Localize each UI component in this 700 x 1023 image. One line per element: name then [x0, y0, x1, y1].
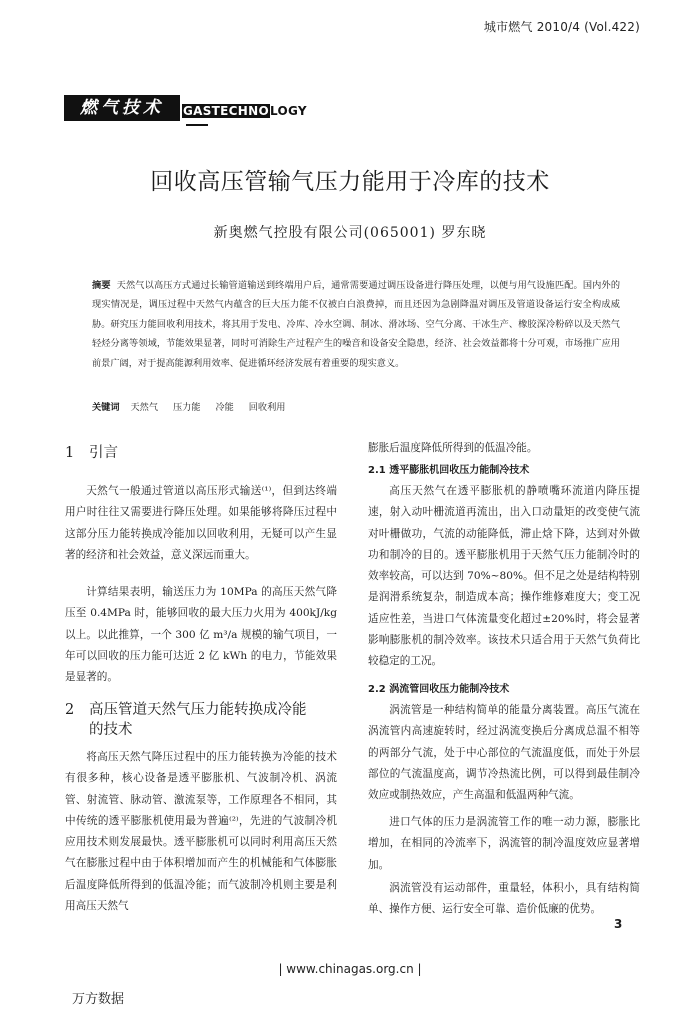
footer-url: | www.chinagas.org.cn |	[278, 962, 422, 976]
subsection-2-2-paragraph-3: 涡流管没有运动部件，重量轻，体积小，具有结构简单、操作方便、运行安全可靠、造价低廉的优势。	[368, 882, 640, 916]
logo-english-rest: LOGY	[269, 104, 307, 118]
section-2-continuation: 膨胀后温度降低所得到的低温冷能。	[368, 442, 538, 454]
subsection-2-1-heading: 2.1 透平膨胀机回收压力能制冷技术	[368, 465, 530, 476]
keywords-label: 关键词	[92, 402, 120, 413]
abstract-label: 摘要	[92, 280, 111, 291]
logo-english-highlight: GASTECHNO	[183, 104, 269, 118]
column-logo-english	[182, 104, 307, 118]
subsection-2-1-paragraph: 高压天然气在透平膨胀机的静喷嘴环流道内降压提速，射入动叶栅流道再流出，出入口动量矩的改变使气流对叶栅做功，气流的动能降低，滞止焓下降，达到对外做功和制冷的目的。透平膨胀机用于天然气压力能制冷时的效率较高，可以达到 70%~80%。但不足之处是结构特别是润滑系统复杂，制造成本高；操作维修难度大；变工况适应性差，当进口气体流量变化超过±20%时，将会显著影响膨胀机的制冷效率。该技术只适合用于天然气负荷比较稳定的工况。	[368, 485, 640, 668]
section-1-paragraph-2: 计算结果表明，输送压力为 10MPa 的高压天然气降压至 0.4MPa 时，能够回收的最大压力火用为 400kJ/kg 以上。以此推算，一个 300 亿 m³/a 规模的输气项目，一年可以回收的压力能可达近 2 亿 kWh 的电力，节能效果是显著的。	[65, 586, 337, 684]
logo-underline	[186, 124, 208, 126]
subsection-2-2-paragraph-2: 进口气体的压力是涡流管工作的唯一动力源，膨胀比增加，在相同的冷流率下，涡流管的制冷温度效应显著增加。	[368, 816, 640, 871]
journal-header: 城市燃气 2010/4 (Vol.422)	[483, 20, 640, 34]
section-1-heading: 1 引言	[65, 445, 118, 461]
subsection-2-2-paragraph-1: 涡流管是一种结构简单的能量分离装置。高压气流在涡流管内高速旋转时，经过涡流变换后分离成总温不相等的两部分气流，处于中心部位的气流温度低，而处于外层部位的气流温度高，调节冷热流比例，可以得到最佳制冷效应或制热效应，产生高温和低温两种气流。	[368, 704, 640, 802]
keyword: 回收利用	[248, 402, 286, 413]
abstract	[92, 276, 620, 373]
database-watermark: 万方数据	[72, 992, 125, 1007]
page-number: 3	[614, 917, 623, 931]
subsection-2-2-heading: 2.2 涡流管回收压力能制冷技术	[368, 684, 510, 695]
section-2-heading: 2 高压管道天然气压力能转换成冷能 的技术	[65, 702, 307, 738]
keyword: 天然气	[130, 402, 159, 413]
keyword: 冷能	[215, 402, 234, 413]
article-title: 回收高压管输气压力能用于冷库的技术	[150, 169, 550, 195]
abstract-text: 天然气以高压方式通过长输管道输送到终端用户后，通常需要通过调压设备进行降压处理，以便与用气设施匹配。国内外的现实情况是，调压过程中天然气内蕴含的巨大压力能不仅被白白浪费掉，而且还因为急剧降温对调压及管道设备运行安全构成威胁。研究压力能回收利用技术，将其用于发电、冷库、冷水空调、制冰、滑冰场、空气分离、干冰生产、橡胶深冷粉碎以及天然气轻烃分离等领域，节能效果显著，同时可消除生产过程产生的噪音和设备安全隐患，经济、社会效益都将十分可观，市场推广应用前景广阔，对于提高能源利用效率、促进循环经济发展有着重要的现实意义。	[92, 280, 621, 369]
author-line: 新奥燃气控股有限公司(065001) 罗东晓	[213, 225, 487, 241]
keywords	[92, 399, 298, 413]
section-1-paragraph-1: 天然气一般通过管道以高压形式输送⁽¹⁾，但到达终端用户时往往又需要进行降压处理。如果能够将降压过程中这部分压力能转换成冷能加以回收利用，无疑可以产生显著的经济和社会效益，意义深远而重大。	[65, 485, 337, 561]
keyword: 压力能	[172, 402, 201, 413]
section-2-paragraph-1: 将高压天然气降压过程中的压力能转换为冷能的技术有很多种，核心设备是透平膨胀机、气波制冷机、涡流管、射流管、脉动管、激流泵等，工作原理各不相同，其中传统的透平膨胀机使用最为普遍⁽²⁾，先进的气波制冷机应用技术则发展最快。透平膨胀机可以同时利用高压天然气在膨胀过程中由于体积增加而产生的机械能和气体膨胀后温度降低所得到的低温冷能；而气波制冷机则主要是利用高压天然气	[65, 751, 337, 913]
column-logo: 燃气技术	[64, 95, 180, 121]
